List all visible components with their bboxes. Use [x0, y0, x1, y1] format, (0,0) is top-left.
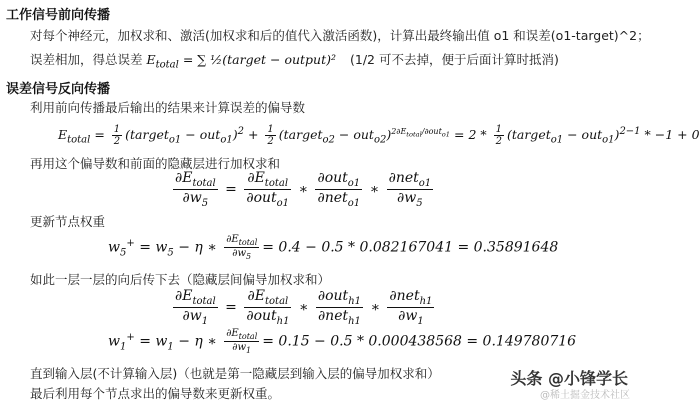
- watermark-sub: @稀土掘金技术社区: [540, 390, 630, 401]
- forward-heading: 工作信号前向传播: [6, 8, 111, 23]
- backward-heading: 误差信号反向传播: [6, 82, 111, 97]
- chain-rule-w5: $\frac{\partial E_{total}}{\partial w_5}$ = $\frac{\partial E_{total}}{\partial out_{o1}}$ ∗ $\frac{\partial out_{o1}}{\partial net_{o1}}$ ∗ $\frac{\partial net_{o1}}{\partial w_5}$: [175, 170, 432, 209]
- forward-line2-prefix: 误差相加，得总误差: [30, 52, 143, 67]
- backward-line1: 利用前向传播最后输出的结果来计算误差的偏导数: [30, 100, 306, 115]
- backward-line3: 更新节点权重: [30, 214, 106, 229]
- forward-line2: [30, 50, 559, 71]
- forward-line1: 对每个神经元，加权求和、激活(加权求和后的值代入激活函数)，计算出最终输出值 o1 和误差(o1-target)^2；: [30, 28, 650, 43]
- backward-line5: 直到输入层(不计算输入层)（也就是第一隐藏层到输入层的偏导加权求和）: [30, 366, 440, 381]
- total-error-formula: $E_{total}$ = ∑ ½(target − output)²: [146, 52, 337, 71]
- forward-line2-note: (1/2 可不去掉，便于后面计算时抵消): [350, 52, 559, 67]
- chain-rule-w1: $\frac{\partial E_{total}}{\partial w_1}$ = $\frac{\partial E_{total}}{\partial out_{h1}}$ ∗ $\frac{\partial out_{h1}}{\partial net_{h1}}$ ∗ $\frac{\partial net_{h1}}{\partial w_1}$: [175, 288, 433, 327]
- watermark-main: 头条 @小锋学长: [510, 369, 628, 388]
- error-partial-equation: $E_{total}$ = $\frac{1}{2}$ (target$_{o1}$ − out$_{o1}$)$^2$ + $\frac{1}{2}$ (target$_{o2}$ − out$_{o2}$)$^{2\partial E_{total}/\partial out_{o1}}$ = 2 * $\frac{1}{2}$ (target$_{o1}$ − out$_{o1}$)$^{2-1}$ * −1 + 0: [58, 124, 700, 147]
- backward-line2: 再用这个偏导数和前面的隐藏层进行加权求和: [30, 156, 281, 171]
- backward-line6: 最后利用每个节点求出的偏导数来更新权重。: [30, 386, 281, 401]
- w1-update-equation: $w_1^+ = w_1 - \eta$ ∗ $\frac{\partial E_{total}}{\partial w_1}$ = 0.15 − 0.5 * 0.000438568 = 0.149780716: [108, 328, 577, 355]
- backward-line4: 如此一层一层的向后传下去（隐藏层间偏导加权求和）: [30, 272, 331, 287]
- w5-update-equation: $w_5^+ = w_5 - \eta$ ∗ $\frac{\partial E_{total}}{\partial w_5}$ = 0.4 − 0.5 * 0.082167041 = 0.35891648: [108, 234, 559, 261]
